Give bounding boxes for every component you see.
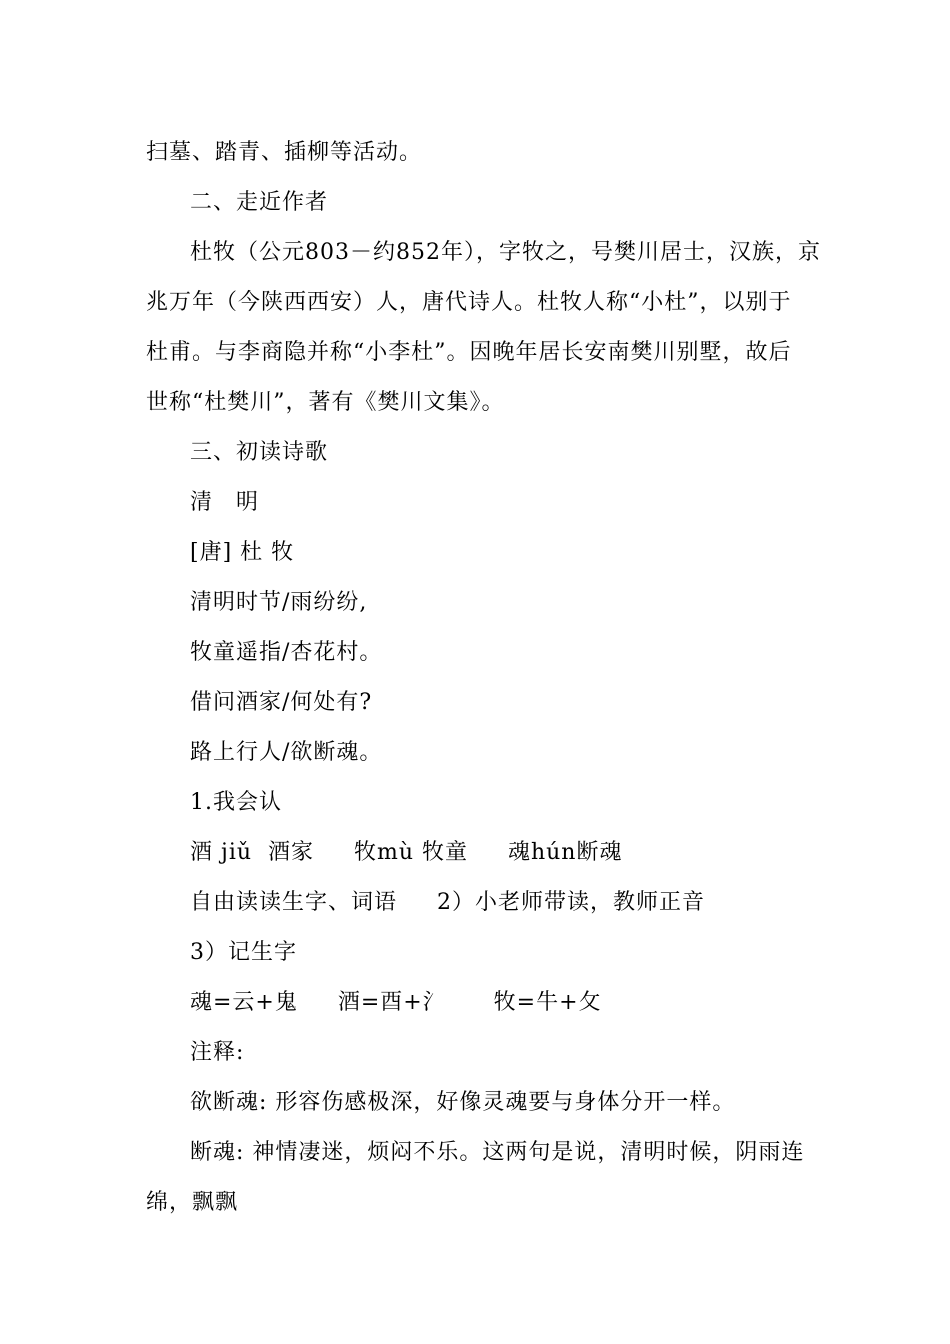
text-line: 二、走近作者 [190, 190, 329, 215]
text-line: 绵，飘飘 [146, 1190, 239, 1215]
text-line: 酒 jiǔ 酒家 牧mù 牧童 魂hún断魂 [190, 840, 623, 865]
text-line: [唐] 杜 牧 [190, 540, 295, 565]
text-line: 3）记生字 [190, 940, 297, 965]
text-line: 路上行人/欲断魂。 [190, 740, 383, 765]
text-line: 清 明 [190, 490, 260, 515]
text-line: 扫墓、踏青、插柳等活动。 [146, 140, 423, 165]
text-line: 清明时节/雨纷纷, [190, 590, 368, 615]
text-line: 牧童遥指/杏花村。 [190, 640, 383, 665]
text-line: 借问酒家/何处有? [190, 690, 373, 715]
text-line: 杜甫。与李商隐并称“小李杜”。因晚年居长安南樊川别墅，故后 [146, 340, 792, 365]
text-line: 注释: [190, 1040, 245, 1065]
text-line: 三、初读诗歌 [190, 440, 329, 465]
text-line: 魂=云+鬼 酒=酉+氵 牧=牛+攵 [190, 990, 602, 1015]
text-line: 兆万年（今陕西西安）人，唐代诗人。杜牧人称“小杜”，以别于 [146, 290, 792, 315]
text-line: 自由读读生字、词语 2）小老师带读，教师正音 [190, 890, 705, 915]
text-line: 断魂: 神情凄迷，烦闷不乐。这两句是说，清明时候，阴雨连 [190, 1140, 805, 1165]
text-line: 欲断魂: 形容伤感极深，好像灵魂要与身体分开一样。 [190, 1090, 736, 1115]
text-line: 世称“杜樊川”，著有《樊川文集》。 [146, 390, 505, 415]
text-line: 杜牧（公元803－约852年），字牧之，号樊川居士，汉族，京 [190, 240, 821, 265]
text-line: 1.我会认 [190, 790, 282, 815]
